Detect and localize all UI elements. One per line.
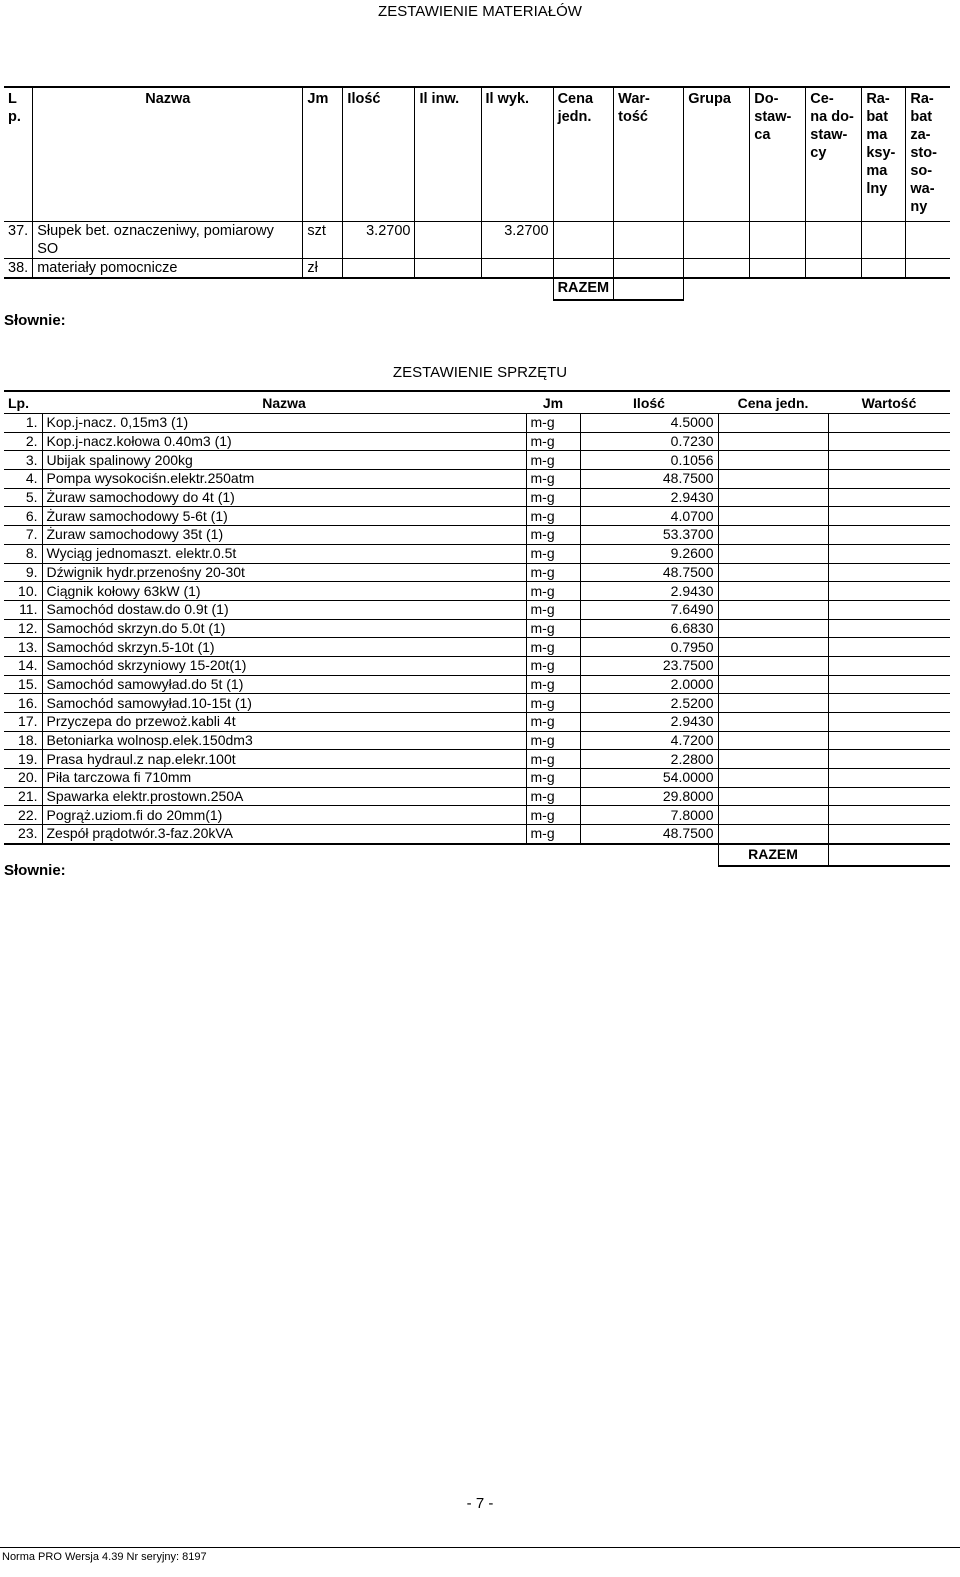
equipment-title: ZESTAWIENIE SPRZĘTU [392,364,568,381]
cell-wartosc [828,526,950,545]
cell-nazwa: Samochód samowyład.do 5t (1) [42,675,526,694]
cell-wartosc [828,414,950,433]
cell-wartosc [828,507,950,526]
cell-il-inw [415,221,481,258]
cell-cena [718,713,828,732]
materials-sum-row [4,278,950,300]
cell-ilosc: 0.7230 [580,432,718,451]
cell-cena [718,526,828,545]
table-row [4,488,950,507]
cell-cena [718,507,828,526]
header-il-wyk: Il wyk. [481,87,553,221]
cell-nazwa: Samochód samowyład.10-15t (1) [42,694,526,713]
cell-ilosc: 7.6490 [580,600,718,619]
cell-nazwa: Betoniarka wolnosp.elek.150dm3 [42,731,526,750]
table-row [4,825,950,844]
cell-lp: 37. [4,221,33,258]
cell-ilosc: 29.8000 [580,787,718,806]
cell-cena [718,619,828,638]
cell-jm: m-g [526,731,580,750]
cell-jm: m-g [526,488,580,507]
cell-lp: 8. [4,544,42,563]
cell-wartosc [828,488,950,507]
cell-jm: m-g [526,656,580,675]
cell-nazwa: Ciągnik kołowy 63kW (1) [42,582,526,601]
cell-nazwa: Słupek bet. oznaczeniwy, pomiarowy SO [33,221,303,258]
cell-ilosc: 4.7200 [580,731,718,750]
cell-jm: m-g [526,694,580,713]
cell-lp: 5. [4,488,42,507]
cell-wartosc [828,656,950,675]
cell-jm: szt [303,221,343,258]
cell-wartosc [828,432,950,451]
cell-ilosc: 4.0700 [580,507,718,526]
header-lp: L p. [4,87,33,221]
cell-jm: m-g [526,526,580,545]
cell-cena [718,731,828,750]
cell-lp: 17. [4,713,42,732]
cell-lp: 16. [4,694,42,713]
cell-wartosc [828,544,950,563]
cell-lp: 13. [4,638,42,657]
cell-cena [718,750,828,769]
table-row [4,470,950,489]
cell-wartosc [828,806,950,825]
materials-slownie: Słownie: [4,312,66,329]
eq-header-ilosc: Ilość [633,394,665,411]
cell-jm: m-g [526,507,580,526]
cell-ilosc: 48.7500 [580,563,718,582]
table-row [4,600,950,619]
cell-nazwa: Kop.j-nacz. 0,15m3 (1) [42,414,526,433]
cell-nazwa: materiały pomocnicze [33,258,303,278]
cell-nazwa: Pogrąż.uziom.fi do 20mm(1) [42,806,526,825]
table-row [4,221,950,258]
cell-ilosc: 2.2800 [580,750,718,769]
cell-lp: 14. [4,656,42,675]
cell-jm: m-g [526,619,580,638]
header-grupa: Grupa [684,87,750,221]
table-row [4,258,950,278]
footer-note: Norma PRO Wersja 4.39 Nr seryjny: 8197 [2,1551,207,1563]
equipment-slownie: Słownie: [4,862,66,879]
table-row [4,656,950,675]
cell-ilosc: 2.9430 [580,488,718,507]
cell-lp: 21. [4,787,42,806]
header-cena-dostawcy: Ce- na do- staw- cy [806,87,862,221]
eq-header-nazwa: Nazwa [262,394,306,411]
cell-lp: 2. [4,432,42,451]
cell-wartosc [828,470,950,489]
table-row [4,563,950,582]
table-row [4,787,950,806]
cell-nazwa: Pompa wysokociśn.elektr.250atm [42,470,526,489]
cell-lp: 15. [4,675,42,694]
cell-lp: 12. [4,619,42,638]
header-ilosc: Ilość [343,87,415,221]
cell-lp: 18. [4,731,42,750]
cell-nazwa: Samochód skrzyn.do 5.0t (1) [42,619,526,638]
cell-wartosc [828,600,950,619]
cell-wartosc [828,750,950,769]
cell-jm: m-g [526,750,580,769]
cell-ilosc: 2.0000 [580,675,718,694]
table-row [4,526,950,545]
eq-header-wartosc: Wartość [861,394,917,411]
cell-ilosc: 3.2700 [343,221,415,258]
cell-jm: m-g [526,414,580,433]
cell-nazwa: Prasa hydraul.z nap.elekr.100t [42,750,526,769]
table-row [4,769,950,788]
cell-jm: m-g [526,582,580,601]
cell-cena [718,414,828,433]
table-row [4,544,950,563]
cell-ilosc: 0.1056 [580,451,718,470]
cell-cena [718,563,828,582]
cell-ilosc: 23.7500 [580,656,718,675]
cell-nazwa: Żuraw samochodowy do 4t (1) [42,488,526,507]
cell-cena [718,638,828,657]
cell-jm: m-g [526,825,580,844]
header-jm: Jm [303,87,343,221]
equipment-table [4,390,950,867]
cell-cena [718,544,828,563]
cell-wartosc [828,638,950,657]
cell-wartosc [828,694,950,713]
equipment-sum-label: RAZEM [718,844,828,866]
cell-ilosc: 2.9430 [580,582,718,601]
header-wartosc: War- tość [614,87,684,221]
table-row [4,638,950,657]
table-row [4,582,950,601]
table-row [4,675,950,694]
cell-lp: 9. [4,563,42,582]
cell-jm: m-g [526,451,580,470]
cell-ilosc: 2.5200 [580,694,718,713]
cell-lp: 23. [4,825,42,844]
cell-lp: 6. [4,507,42,526]
table-row [4,750,950,769]
materials-title: ZESTAWIENIE MATERIAŁÓW [378,3,582,20]
cell-cena [718,675,828,694]
table-row [4,731,950,750]
cell-jm: m-g [526,713,580,732]
table-row [4,713,950,732]
cell-cena [718,432,828,451]
cell-jm: m-g [526,769,580,788]
cell-cena [718,600,828,619]
cell-wartosc [828,675,950,694]
cell-ilosc [343,258,415,278]
materials-header-row [4,87,950,221]
cell-ilosc: 0.7950 [580,638,718,657]
table-row [4,806,950,825]
cell-lp: 3. [4,451,42,470]
cell-cena [718,656,828,675]
page-number: - 7 - [466,1495,494,1512]
cell-cena [718,694,828,713]
cell-lp: 7. [4,526,42,545]
cell-cena [718,825,828,844]
cell-nazwa: Przyczepa do przewoż.kabli 4t [42,713,526,732]
cell-nazwa: Spawarka elektr.prostown.250A [42,787,526,806]
cell-lp: 1. [4,414,42,433]
materials-table [4,86,950,301]
table-row [4,694,950,713]
cell-lp: 11. [4,600,42,619]
cell-nazwa: Dźwignik hydr.przenośny 20-30t [42,563,526,582]
cell-wartosc [828,731,950,750]
equipment-sum-row [4,844,950,866]
cell-wartosc [828,787,950,806]
cell-nazwa: Samochód skrzyn.5-10t (1) [42,638,526,657]
header-dostawca: Do- staw- ca [750,87,806,221]
cell-ilosc: 9.2600 [580,544,718,563]
cell-lp: 19. [4,750,42,769]
materials-sum-label: RAZEM [553,278,614,300]
cell-lp: 20. [4,769,42,788]
cell-lp: 10. [4,582,42,601]
cell-jm: m-g [526,806,580,825]
eq-header-jm: Jm [542,394,564,411]
cell-ilosc: 54.0000 [580,769,718,788]
header-nazwa: Nazwa [33,87,303,221]
cell-jm: m-g [526,600,580,619]
cell-nazwa: Samochód dostaw.do 0.9t (1) [42,600,526,619]
eq-header-cena: Cena jedn. [737,394,809,411]
cell-nazwa: Piła tarczowa fi 710mm [42,769,526,788]
header-rabat-max: Ra- bat ma ksy- ma lny [862,87,906,221]
cell-nazwa: Zespół prądotwór.3-faz.20kVA [42,825,526,844]
cell-cena [718,806,828,825]
cell-ilosc: 4.5000 [580,414,718,433]
header-il-inw: Il inw. [415,87,481,221]
cell-ilosc: 48.7500 [580,825,718,844]
table-row [4,414,950,433]
cell-cena [718,451,828,470]
cell-nazwa: Żuraw samochodowy 5-6t (1) [42,507,526,526]
cell-wartosc [828,713,950,732]
eq-header-lp: Lp. [8,394,29,411]
cell-jm: m-g [526,563,580,582]
cell-wartosc [828,563,950,582]
cell-cena [718,582,828,601]
cell-cena [718,488,828,507]
cell-il-inw [415,258,481,278]
equipment-sum-value [828,844,950,866]
cell-cena [718,769,828,788]
cell-ilosc: 53.3700 [580,526,718,545]
cell-cena [718,470,828,489]
cell-wartosc [828,769,950,788]
cell-jm: m-g [526,432,580,451]
cell-nazwa: Samochód skrzyniowy 15-20t(1) [42,656,526,675]
cell-jm: m-g [526,470,580,489]
cell-nazwa: Wyciąg jednomaszt. elektr.0.5t [42,544,526,563]
footer-divider [0,1547,960,1548]
cell-nazwa: Żuraw samochodowy 35t (1) [42,526,526,545]
cell-ilosc: 2.9430 [580,713,718,732]
cell-wartosc [828,582,950,601]
table-row [4,507,950,526]
header-cena: Cena jedn. [553,87,614,221]
equipment-header-row [4,391,950,414]
cell-jm: zł [303,258,343,278]
cell-nazwa: Kop.j-nacz.kołowa 0.40m3 (1) [42,432,526,451]
cell-jm: m-g [526,544,580,563]
header-rabat-zast: Ra- bat za- sto- so- wa- ny [910,91,937,215]
cell-cena [718,787,828,806]
cell-jm: m-g [526,787,580,806]
cell-lp: 38. [4,258,33,278]
cell-jm: m-g [526,638,580,657]
cell-lp: 4. [4,470,42,489]
table-row [4,451,950,470]
cell-ilosc: 48.7500 [580,470,718,489]
cell-wartosc [828,619,950,638]
cell-il-wyk: 3.2700 [481,221,553,258]
cell-ilosc: 6.6830 [580,619,718,638]
table-row [4,619,950,638]
cell-jm: m-g [526,675,580,694]
cell-nazwa: Ubijak spalinowy 200kg [42,451,526,470]
cell-wartosc [828,825,950,844]
cell-ilosc: 7.8000 [580,806,718,825]
cell-lp: 22. [4,806,42,825]
table-row [4,432,950,451]
cell-il-wyk [481,258,553,278]
cell-wartosc [828,451,950,470]
